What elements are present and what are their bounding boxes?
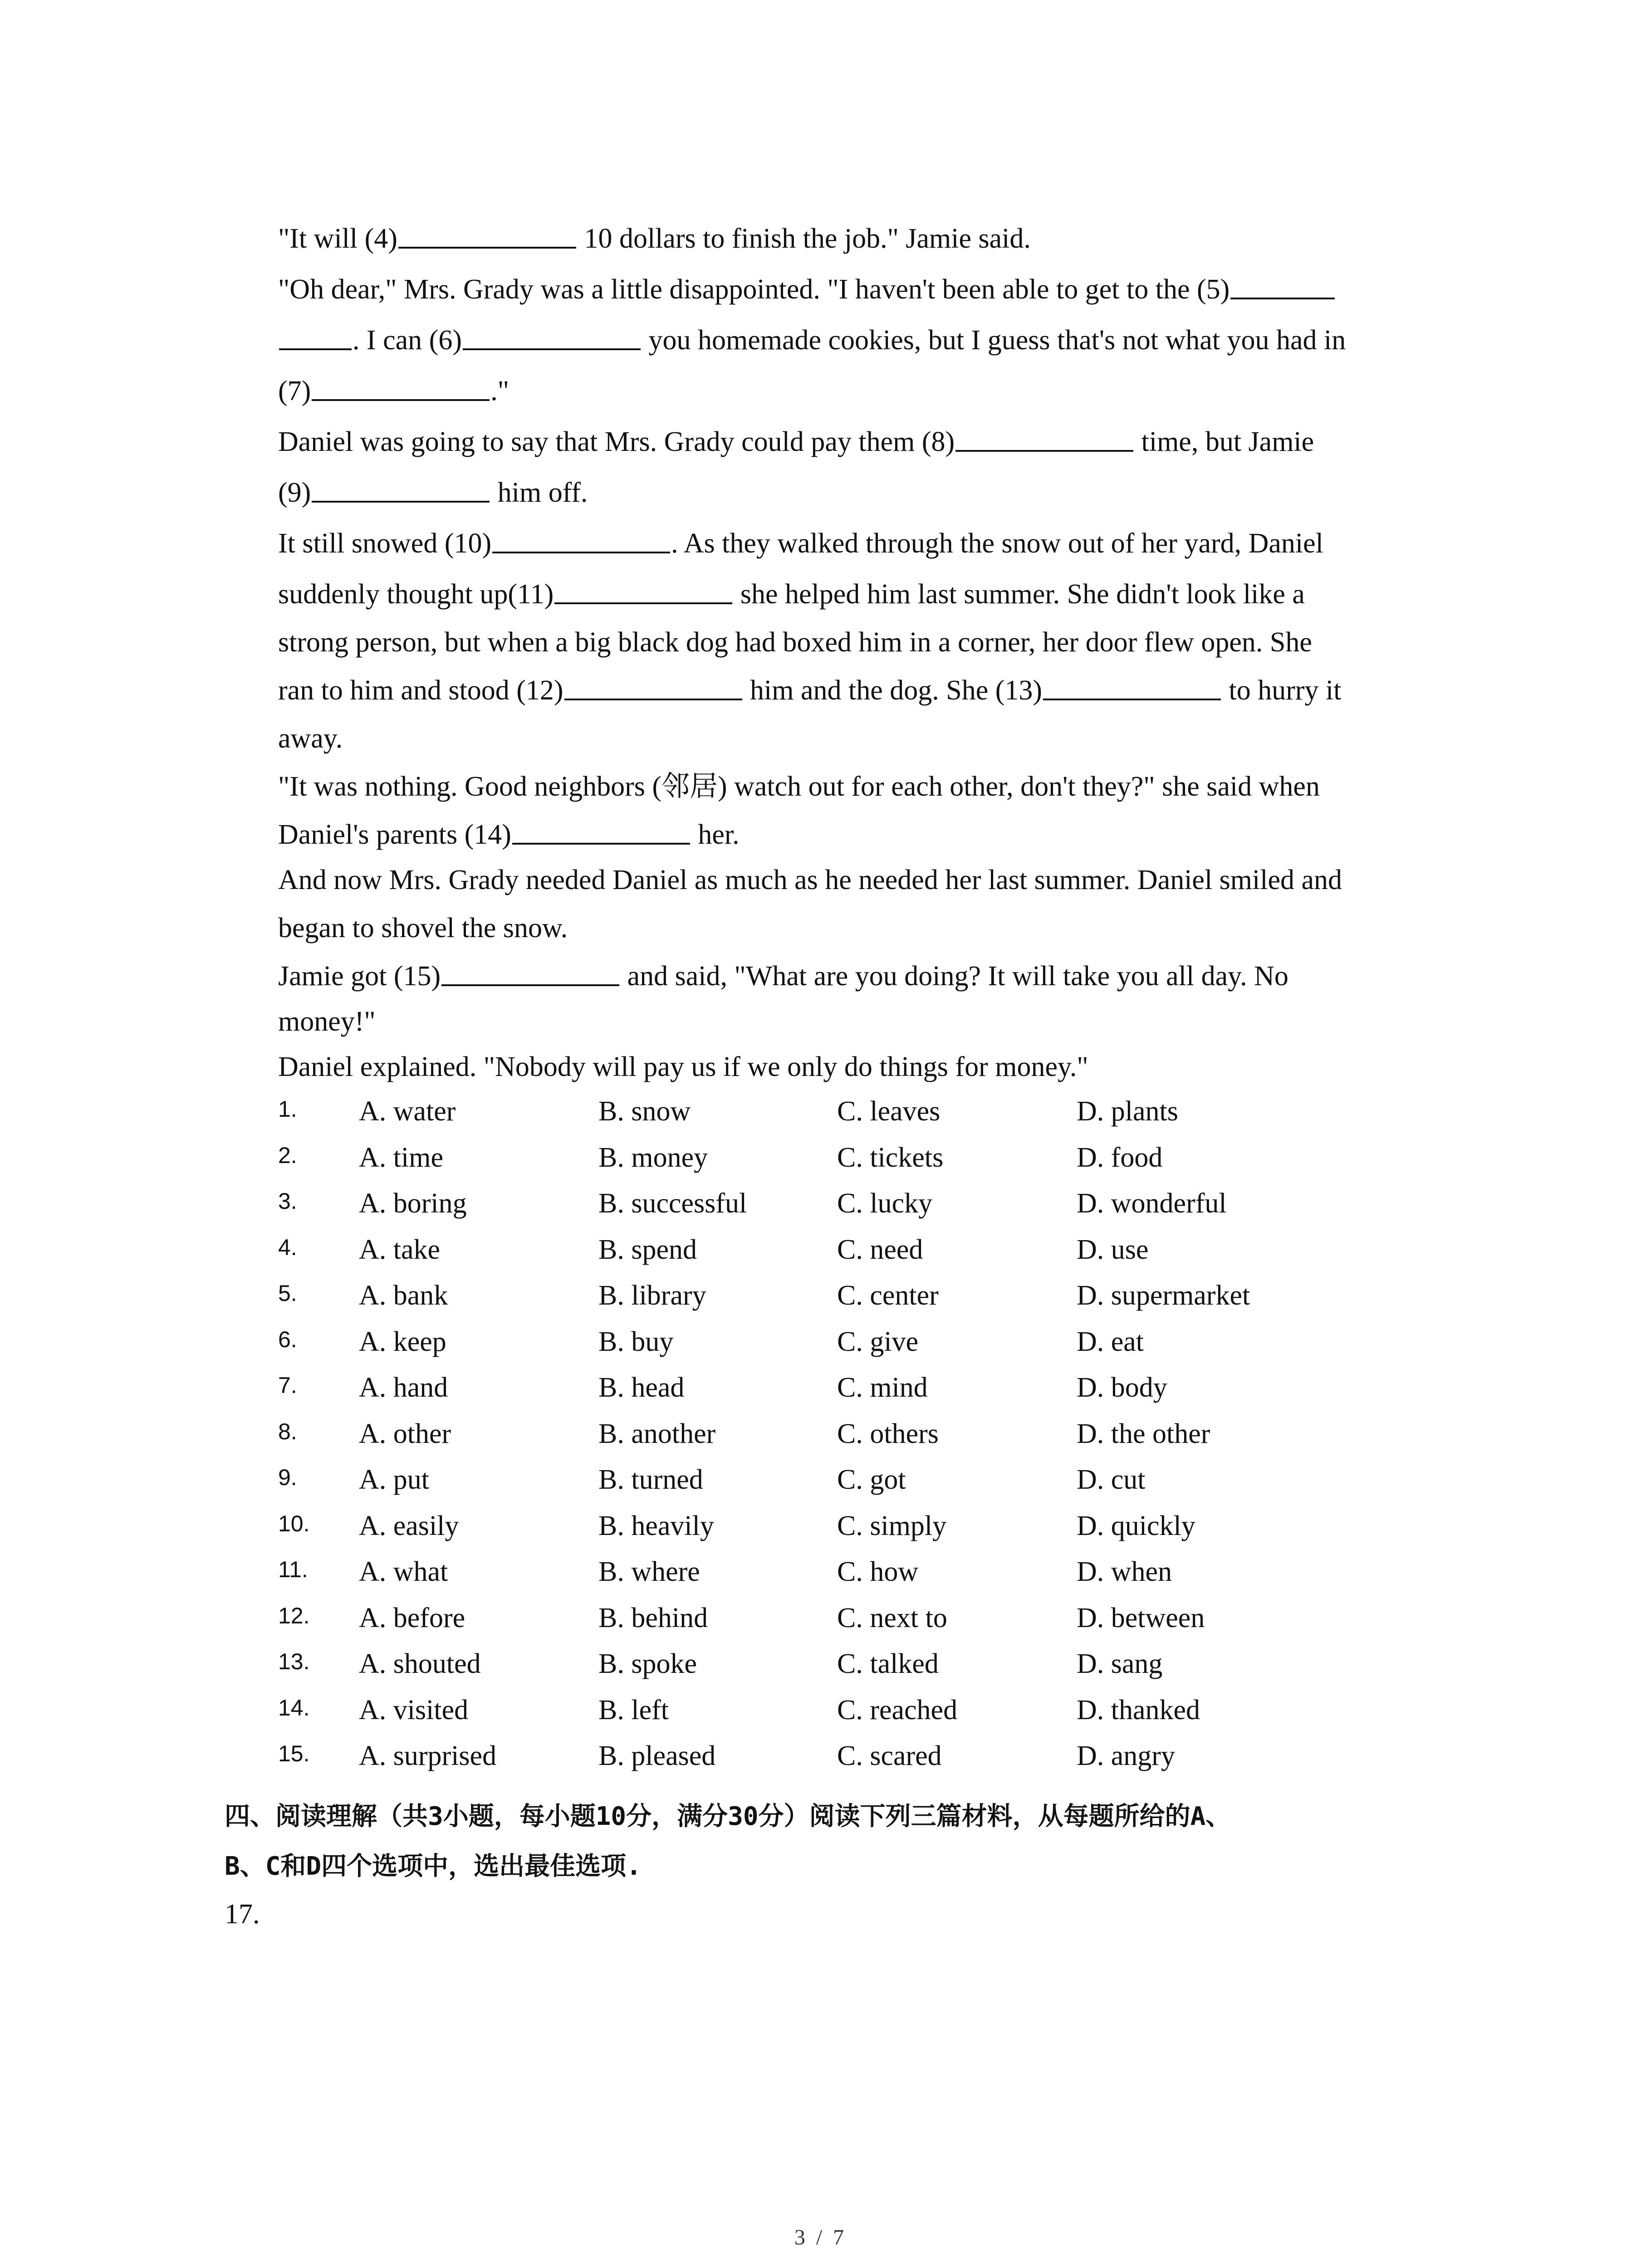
option-b[interactable]: B. successful <box>598 1188 747 1219</box>
option-d[interactable]: D. angry <box>1077 1740 1175 1771</box>
option-c[interactable]: C. got <box>837 1464 906 1495</box>
passage-text: 10 dollars to finish the job." Jamie said. <box>577 223 1031 254</box>
option-c[interactable]: C. tickets <box>837 1142 944 1173</box>
answer-options-list <box>278 1089 1503 1779</box>
option-row <box>278 1365 1503 1411</box>
option-row <box>278 1135 1503 1181</box>
option-a[interactable]: A. time <box>359 1142 443 1173</box>
option-b[interactable]: B. snow <box>598 1096 691 1127</box>
passage-text: Jamie got (15) <box>278 961 441 992</box>
page-number: 3 / 7 <box>794 2225 847 2249</box>
section-heading-line: 四、阅读理解（共3小题，每小题10分，满分30分）阅读下列三篇材料，从每题所给的A、 <box>225 1802 1231 1831</box>
option-row <box>278 1089 1503 1135</box>
section-heading-line: B、C和D四个选项中，选出最佳选项. <box>225 1852 642 1881</box>
option-c[interactable]: C. mind <box>837 1372 928 1403</box>
passage-text: . As they walked through the snow out of her yard, Daniel <box>671 528 1323 559</box>
question-number: 15. <box>278 1741 310 1766</box>
option-row <box>278 1273 1503 1319</box>
answer-blank-9[interactable] <box>312 501 490 503</box>
option-b[interactable]: B. heavily <box>598 1510 714 1541</box>
option-row <box>278 1457 1503 1503</box>
option-a[interactable]: A. take <box>359 1234 441 1265</box>
answer-blank-13[interactable] <box>1043 699 1221 700</box>
passage-line <box>278 569 1453 620</box>
option-d[interactable]: D. sang <box>1077 1648 1163 1679</box>
option-a[interactable]: A. bank <box>359 1280 448 1311</box>
passage-line <box>278 366 1453 416</box>
passage-line <box>278 315 1453 366</box>
question-number: 3. <box>278 1188 297 1214</box>
answer-blank-11[interactable] <box>554 602 732 604</box>
option-c[interactable]: C. give <box>837 1326 919 1357</box>
question-number: 14. <box>278 1695 310 1721</box>
option-b[interactable]: B. head <box>598 1372 685 1403</box>
option-d[interactable]: D. when <box>1077 1556 1172 1587</box>
answer-blank-15[interactable] <box>441 984 619 986</box>
answer-blank-4[interactable] <box>398 247 576 249</box>
passage-line <box>278 999 1453 1044</box>
answer-blank-14[interactable] <box>512 843 690 845</box>
option-b[interactable]: B. behind <box>598 1602 708 1633</box>
option-d[interactable]: D. use <box>1077 1234 1149 1265</box>
option-c[interactable]: C. scared <box>837 1740 942 1771</box>
passage-line <box>278 264 1453 315</box>
option-b[interactable]: B. turned <box>598 1464 703 1495</box>
option-b[interactable]: B. buy <box>598 1326 674 1357</box>
option-c[interactable]: C. others <box>837 1418 939 1449</box>
passage-line <box>278 467 1453 518</box>
passage-line <box>278 518 1453 569</box>
passage-line <box>278 857 1453 903</box>
question-number: 13. <box>278 1649 310 1674</box>
option-row <box>278 1503 1503 1549</box>
question-number: 6. <box>278 1326 297 1352</box>
option-b[interactable]: B. money <box>598 1142 708 1173</box>
question-number: 1. <box>278 1096 297 1122</box>
option-a[interactable]: A. before <box>359 1602 465 1633</box>
option-b[interactable]: B. library <box>598 1280 706 1311</box>
passage-text: . I can (6) <box>353 325 462 356</box>
option-c[interactable]: C. next to <box>837 1602 947 1633</box>
option-c[interactable]: C. center <box>837 1280 939 1311</box>
passage-line <box>278 1044 1453 1090</box>
option-d[interactable]: D. wonderful <box>1077 1188 1227 1219</box>
option-d[interactable]: D. the other <box>1077 1418 1210 1449</box>
option-row <box>278 1227 1503 1273</box>
option-d[interactable]: D. between <box>1077 1602 1205 1633</box>
answer-blank-10[interactable] <box>492 552 670 553</box>
option-b[interactable]: B. another <box>598 1418 716 1449</box>
question-number: 12. <box>278 1603 310 1628</box>
option-row <box>278 1411 1503 1457</box>
passage-text: and said, "What are you doing? It will take you all day. No <box>620 961 1288 992</box>
option-a[interactable]: A. boring <box>359 1188 467 1219</box>
passage-line <box>278 716 1453 761</box>
option-row <box>278 1319 1503 1365</box>
option-a[interactable]: A. surprised <box>359 1740 497 1771</box>
passage-line <box>278 416 1453 467</box>
question-number: 5. <box>278 1281 297 1306</box>
option-c[interactable]: C. need <box>837 1234 923 1265</box>
option-b[interactable]: B. where <box>598 1556 700 1587</box>
passage-line <box>278 903 1453 953</box>
answer-blank-8[interactable] <box>955 450 1133 452</box>
option-row <box>278 1595 1503 1642</box>
passage-line <box>278 812 1453 857</box>
passage-text: you homemade cookies, but I guess that's not what you had in <box>641 325 1346 356</box>
option-b[interactable]: B. pleased <box>598 1740 716 1771</box>
answer-blank-5-continued[interactable] <box>279 348 352 350</box>
passage-text: away. <box>278 723 343 754</box>
option-row <box>278 1549 1503 1595</box>
passage-text: began to shovel the snow. <box>278 913 568 943</box>
option-row <box>278 1181 1503 1227</box>
passage-text: her. <box>691 819 740 850</box>
option-b[interactable]: B. spoke <box>598 1648 697 1679</box>
question-number: 9. <box>278 1465 297 1490</box>
option-c[interactable]: C. lucky <box>837 1188 933 1219</box>
passage-line <box>278 213 1453 264</box>
option-d[interactable]: D. body <box>1077 1372 1167 1403</box>
passage-line <box>278 665 1453 716</box>
answer-blank-6[interactable] <box>463 348 641 350</box>
passage-text: "It will (4) <box>278 223 397 254</box>
question-number: 10. <box>278 1510 310 1536</box>
option-d[interactable]: D. quickly <box>1077 1510 1195 1541</box>
cloze-passage <box>278 213 1453 1090</box>
passage-text: (9) <box>278 477 311 508</box>
answer-blank-5[interactable] <box>1230 298 1335 299</box>
option-a[interactable]: A. easily <box>359 1510 459 1541</box>
option-row <box>278 1641 1503 1687</box>
question-number: 8. <box>278 1418 297 1444</box>
passage-text: him off. <box>490 477 588 508</box>
option-c[interactable]: C. leaves <box>837 1096 941 1127</box>
passage-text: "It was nothing. Good neighbors (邻居) watch out for each other, don't they?" she said when <box>278 771 1320 802</box>
passage-line <box>278 620 1453 665</box>
option-b[interactable]: B. spend <box>598 1234 697 1265</box>
option-row <box>278 1687 1503 1734</box>
passage-text: she helped him last summer. She didn't look like a <box>733 579 1305 610</box>
option-d[interactable]: D. supermarket <box>1077 1280 1250 1311</box>
option-c[interactable]: C. how <box>837 1556 919 1587</box>
option-d[interactable]: D. food <box>1077 1142 1163 1173</box>
option-a[interactable]: A. other <box>359 1418 451 1449</box>
option-c[interactable]: C. simply <box>837 1510 947 1541</box>
passage-text: ." <box>490 376 509 406</box>
passage-text: time, but Jamie <box>1134 426 1314 457</box>
passage-text: It still snowed (10) <box>278 528 492 559</box>
answer-blank-7[interactable] <box>312 399 490 401</box>
passage-text: him and the dog. She (13) <box>743 675 1043 706</box>
answer-blank-12[interactable] <box>564 699 742 700</box>
option-d[interactable]: D. thanked <box>1077 1694 1200 1725</box>
option-row <box>278 1733 1503 1779</box>
option-a[interactable]: A. what <box>359 1556 448 1587</box>
section-heading <box>225 1792 1477 1892</box>
passage-text: "Oh dear," Mrs. Grady was a little disappointed. "I haven't been able to get to the (5) <box>278 274 1230 305</box>
option-d[interactable]: D. plants <box>1077 1096 1178 1127</box>
passage-text: strong person, but when a big black dog had boxed him in a corner, her door flew open. She <box>278 627 1312 658</box>
option-a[interactable]: A. shouted <box>359 1648 481 1679</box>
option-a[interactable]: A. hand <box>359 1372 448 1403</box>
question-number: 2. <box>278 1142 297 1168</box>
option-d[interactable]: D. cut <box>1077 1464 1146 1495</box>
passage-text: And now Mrs. Grady needed Daniel as much as he needed her last summer. Daniel smiled and <box>278 865 1342 895</box>
passage-text: Daniel explained. "Nobody will pay us if we only do things for money." <box>278 1051 1088 1082</box>
option-a[interactable]: A. visited <box>359 1694 469 1725</box>
passage-text: Daniel's parents (14) <box>278 819 511 850</box>
passage-text: to hurry it <box>1222 675 1342 706</box>
option-a[interactable]: A. keep <box>359 1326 446 1357</box>
option-a[interactable]: A. put <box>359 1464 429 1495</box>
option-a[interactable]: A. water <box>359 1096 456 1127</box>
option-b[interactable]: B. left <box>598 1694 669 1725</box>
passage-text: Daniel was going to say that Mrs. Grady could pay them (8) <box>278 426 955 457</box>
question-number: 7. <box>278 1373 297 1398</box>
option-c[interactable]: C. talked <box>837 1648 939 1679</box>
passage-line <box>278 953 1453 999</box>
question-number-17: 17. <box>225 1899 260 1930</box>
passage-text: (7) <box>278 376 311 406</box>
question-number: 11. <box>278 1557 308 1582</box>
passage-text: ran to him and stood (12) <box>278 675 563 706</box>
question-number: 4. <box>278 1234 297 1260</box>
option-c[interactable]: C. reached <box>837 1694 958 1725</box>
passage-text: suddenly thought up(11) <box>278 579 554 610</box>
passage-text: money!" <box>278 1006 376 1037</box>
passage-line <box>278 761 1453 812</box>
option-d[interactable]: D. eat <box>1077 1326 1144 1357</box>
